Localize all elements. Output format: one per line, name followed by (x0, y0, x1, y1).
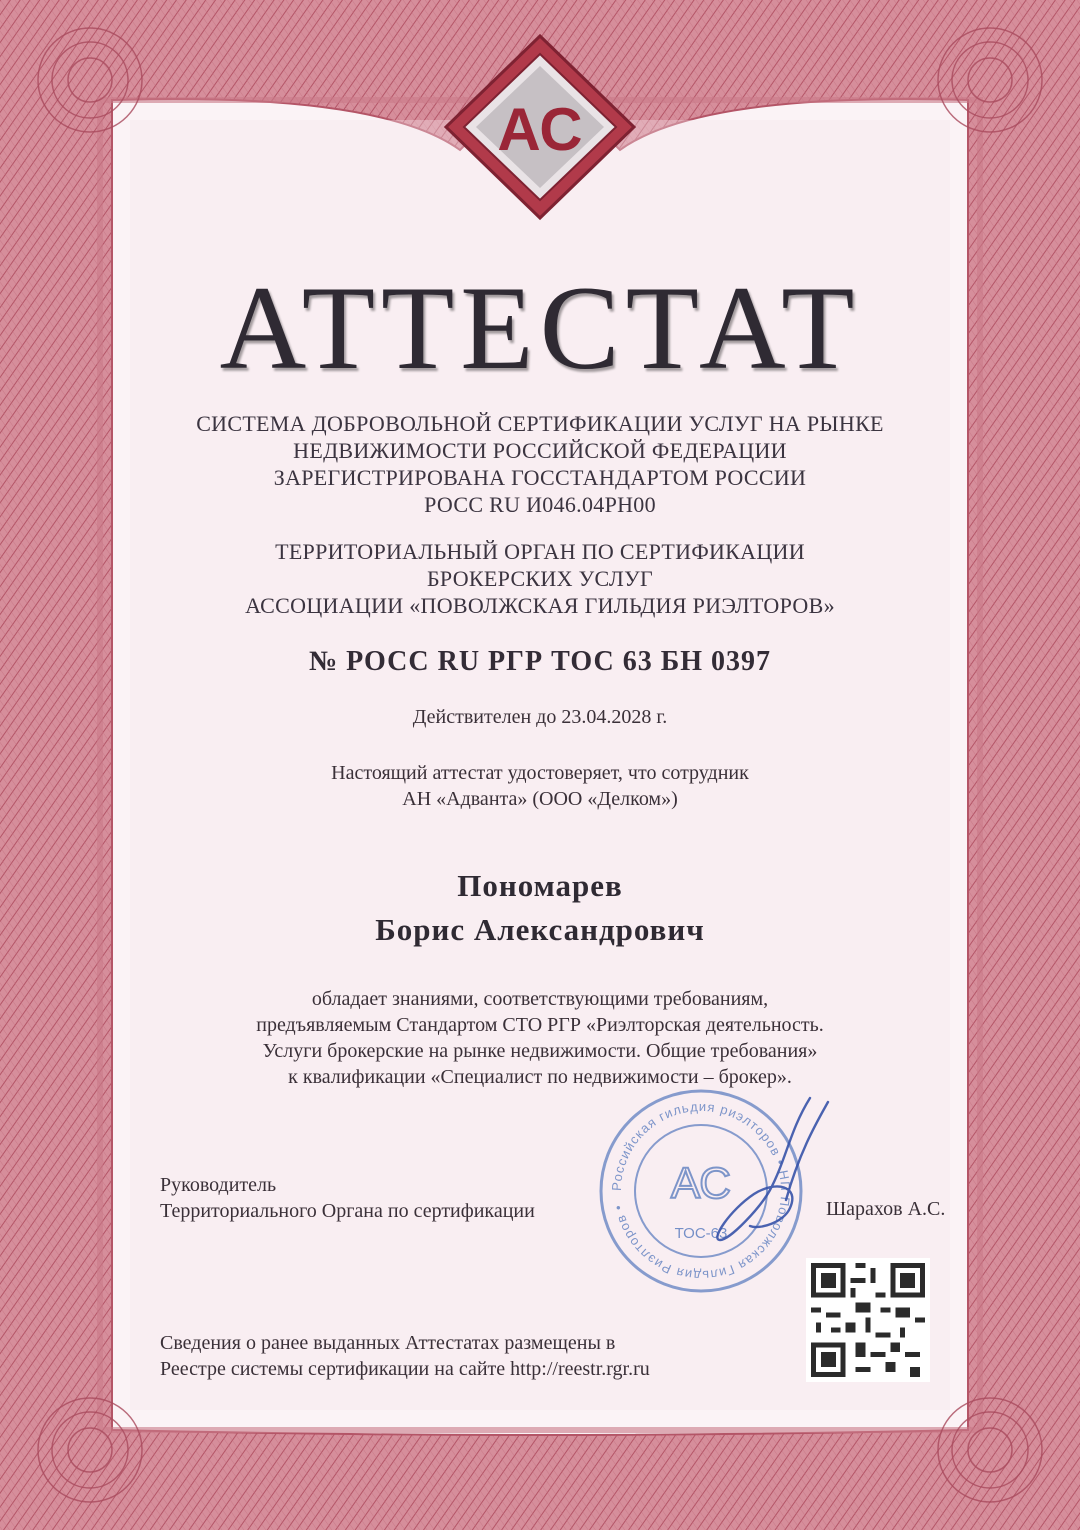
holder-surname: Пономарев (457, 868, 623, 903)
organ-line: АССОЦИАЦИИ «ПОВОЛЖСКАЯ ГИЛЬДИЯ РИЭЛТОРОВ» (245, 593, 835, 618)
organ-line: БРОКЕРСКИХ УСЛУГ (427, 566, 653, 591)
system-line: РОСС RU И046.04РН00 (424, 492, 656, 517)
organ-info (0, 538, 1080, 619)
handwritten-signature (690, 1090, 840, 1260)
certificate-number: № РОСС RU РГР ТОС 63 БН 0397 (308, 646, 772, 677)
system-info (0, 410, 1080, 518)
qualification-text (0, 986, 1080, 1090)
head-line: Территориального Органа по сертификации (160, 1200, 535, 1222)
signatory-name: Шарахов А.С. (826, 1198, 946, 1220)
stamp-code: ТОС-63 (674, 1225, 728, 1242)
holder-given-names: Борис Александрович (375, 912, 705, 947)
certificate-title: АТТЕСТАТ (219, 261, 861, 394)
intro-line: Настоящий аттестат удостоверяет, что сотрудник (331, 762, 749, 784)
head-title (160, 1172, 535, 1224)
intro-text (0, 760, 1080, 812)
body-line: обладает знаниями, соответствующими требованиям, (311, 988, 769, 1010)
qr-code (806, 1258, 930, 1382)
intro-line: АН «Адванта» (ООО «Делком») (402, 788, 678, 810)
body-line: Услуги брокерские на рынке недвижимости. Общие требования» (262, 1040, 818, 1062)
system-line: ЗАРЕГИСТРИРОВАНА ГОССТАНДАРТОМ РОССИИ (273, 465, 807, 490)
body-line: предъявляемым Стандартом СТО РГР «Риэлторская деятельность. (256, 1014, 824, 1036)
logo-letters: АС (497, 96, 583, 163)
registry-note (160, 1330, 650, 1382)
stamp-letters: АС (670, 1159, 732, 1208)
logo-emblem (442, 32, 638, 222)
organ-line: ТЕРРИТОРИАЛЬНЫЙ ОРГАН ПО СЕРТИФИКАЦИИ (275, 539, 805, 564)
holder-name (0, 864, 1080, 952)
head-line: Руководитель (160, 1174, 277, 1196)
system-line: НЕДВИЖИМОСТИ РОССИЙСКОЙ ФЕДЕРАЦИИ (293, 438, 787, 463)
system-line: СИСТЕМА ДОБРОВОЛЬНОЙ СЕРТИФИКАЦИИ УСЛУГ НА РЫНКЕ (196, 411, 884, 436)
note-line: Реестре системы сертификации на сайте http://reestr.rgr.ru (160, 1358, 650, 1380)
body-line: к квалификации «Специалист по недвижимости – брокер». (288, 1066, 792, 1088)
note-line: Сведения о ранее выданных Аттестатах размещены в (160, 1332, 616, 1354)
stamp-ring-text: Российская гильдия риэлторов • НП Поволжская Гильдия Риэлторов • (608, 1098, 794, 1284)
valid-until: Действителен до 23.04.2028 г. (412, 706, 668, 728)
